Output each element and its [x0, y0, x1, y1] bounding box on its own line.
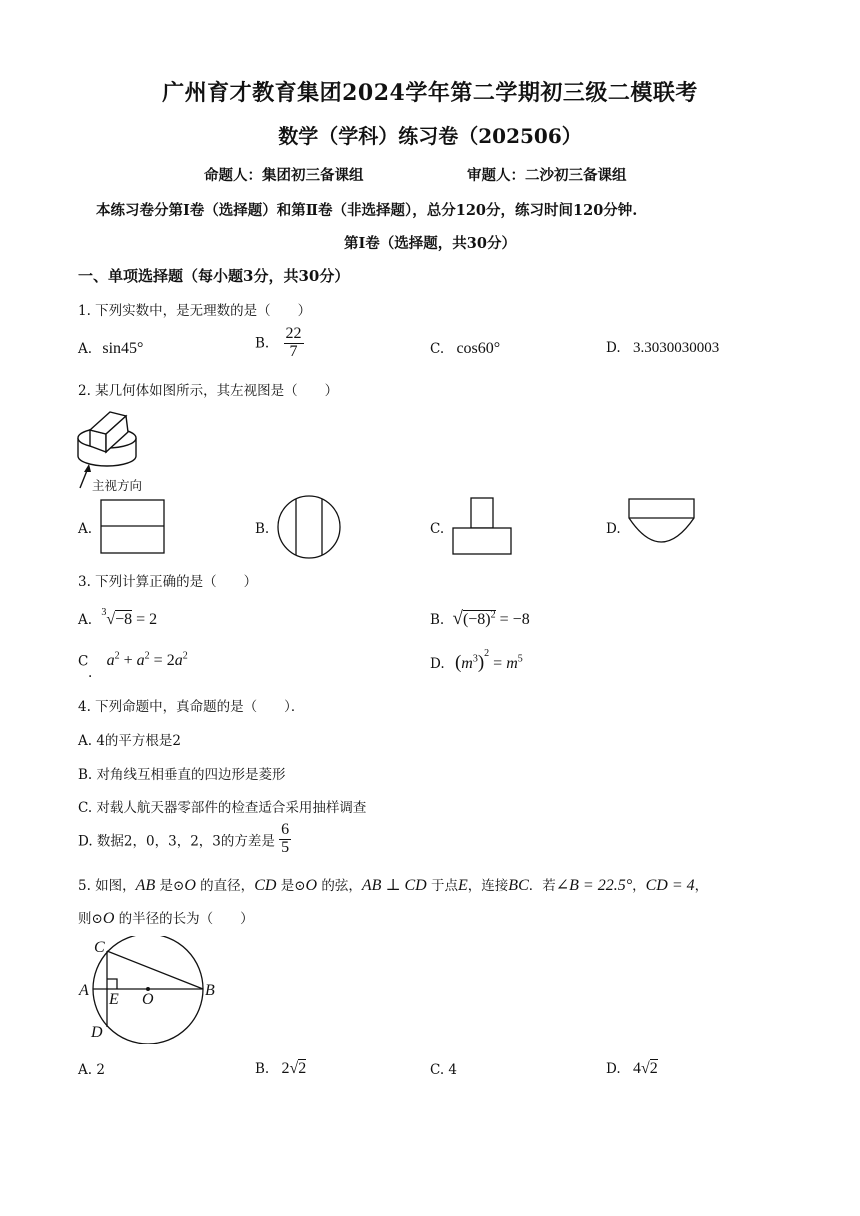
q2-option-b-label[interactable]: B. [255, 521, 270, 537]
q3-a-label: A. [78, 612, 93, 628]
q1-a-math: sin45° [102, 340, 144, 357]
q2-option-a-figure[interactable] [100, 499, 166, 555]
q3-option-c[interactable] [78, 651, 188, 681]
q3-c-label: C [78, 653, 89, 670]
q5-d-math: 4√2 [632, 1060, 658, 1077]
q3-a-radicand: −8 [115, 611, 133, 628]
q5-stem-line2: 则⊙O 的半径的长为（ ） [78, 910, 254, 927]
q1-d-math: 3.3030030003 [632, 340, 720, 356]
q4-option-d[interactable] [78, 822, 291, 857]
q3-c-dot: . [88, 665, 93, 681]
q1-b-denominator: 7 [289, 342, 298, 360]
q1-b-numerator: 22 [285, 325, 302, 342]
q4-stem: 4. 下列命题中，真命题的是（ ）． [78, 699, 305, 715]
q5-label-o: O [142, 991, 154, 1008]
q4-d-fraction [279, 822, 291, 857]
q4-d-text: D. 数据2，0，3，2，3的方差是 [78, 833, 275, 850]
q5-stem-line1: 5. 如图，AB 是⊙O 的直径，CD 是⊙O 的弦，AB ⊥ CD 于点E，连接BC．若∠B = 22.5°，CD = 4， [78, 877, 709, 894]
q1-d-label: D. [606, 340, 621, 356]
q1-option-d[interactable] [606, 340, 719, 357]
q5-label-e: E [109, 991, 119, 1008]
q5-option-a[interactable]: A. 2 [78, 1062, 105, 1078]
q5-label-a: A [79, 982, 89, 999]
q5-option-b[interactable] [255, 1060, 306, 1078]
q3-a-root-index: 3 [101, 607, 107, 618]
q3-a-math: 3 √−8 = 2 [101, 607, 158, 628]
q3-b-math: $√(-8)^2 = -8$ [452, 608, 530, 629]
q3-a-rest: = 2 [132, 611, 158, 628]
q1-option-c[interactable] [430, 340, 500, 358]
q3-stem: 3. 下列计算正确的是（ ） [78, 574, 258, 590]
exam-intro: 本练习卷分第Ⅰ卷（选择题）和第Ⅱ卷（非选择题），总分120分，练习时间120分钟. [96, 202, 638, 219]
q1-c-label: C. [430, 341, 445, 357]
q5-segment-bc [107, 951, 203, 989]
exam-subtitle: 数学（学科）练习卷（202506） [278, 124, 582, 148]
q5-circle-figure [78, 936, 223, 1044]
reviewer-label: 审题人：二沙初三备课组 [467, 167, 627, 184]
q4-d-denominator: 5 [281, 838, 290, 856]
q2-option-d-label[interactable]: D. [606, 521, 621, 537]
q5-label-c: C [94, 939, 105, 956]
q3-option-a[interactable] [78, 607, 158, 629]
q1-a-label: A. [78, 341, 93, 357]
q5-d-label: D. [606, 1061, 621, 1077]
q4-d-numerator: 6 [281, 821, 290, 838]
q4-option-b[interactable]: B. 对角线互相垂直的四边形是菱形 [78, 767, 286, 783]
q2-option-b-figure[interactable] [276, 494, 342, 560]
q1-option-a[interactable] [78, 340, 143, 358]
q2-option-d-figure[interactable] [628, 498, 696, 546]
q3-b-inner: (−8) [462, 611, 491, 628]
q3-option-b[interactable] [430, 608, 530, 630]
q5-label-b: B [205, 982, 215, 999]
q3-b-rest: = −8 [495, 611, 530, 628]
q1-option-b[interactable] [255, 326, 304, 361]
part1-heading: 第Ⅰ卷（选择题，共30分） [344, 235, 516, 252]
q1-b-fraction [284, 326, 304, 361]
q3-option-d[interactable] [430, 647, 523, 674]
q2-option-c-label[interactable]: C. [430, 521, 445, 537]
q3-b-label: B. [430, 612, 445, 628]
q3-d-math: $(m^3)^2 = m^5$ [454, 647, 523, 673]
q5-b-math: 2√2 [281, 1060, 307, 1077]
q2-stem: 2. 某几何体如图所示，其左视图是（ ） [78, 383, 339, 399]
q3-c-math: $a^2 + a^2 = 2a^2$ [106, 651, 188, 670]
section1-heading: 一、单项选择题（每小题3分，共30分） [78, 267, 350, 285]
q3-d-label: D. [430, 656, 445, 672]
q3-b-exp: 2 [490, 609, 496, 621]
q5-right-angle-mark [107, 979, 117, 989]
q1-b-label: B. [255, 335, 270, 352]
q2-view-caption: 主视方向 [92, 478, 143, 493]
q5-label-d: D [91, 1024, 103, 1041]
author-label: 命题人：集团初三备课组 [204, 167, 364, 184]
q5-option-c[interactable]: C. 4 [430, 1062, 458, 1078]
q1-c-math: cos60° [456, 340, 501, 357]
q2-option-a-label[interactable]: A. [78, 521, 93, 537]
q4-option-c[interactable]: C. 对载人航天器零部件的检查适合采用抽样调查 [78, 800, 367, 816]
exam-title: 广州育才教育集团2024学年第二学期初三级二模联考 [162, 80, 698, 106]
q4-option-a[interactable]: A. 4的平方根是2 [78, 733, 182, 749]
q5-option-d[interactable] [606, 1060, 658, 1078]
q2-option-c-figure[interactable] [452, 497, 514, 557]
q1-stem: 1. 下列实数中，是无理数的是（ ） [78, 303, 312, 319]
q5-b-label: B. [255, 1061, 270, 1077]
